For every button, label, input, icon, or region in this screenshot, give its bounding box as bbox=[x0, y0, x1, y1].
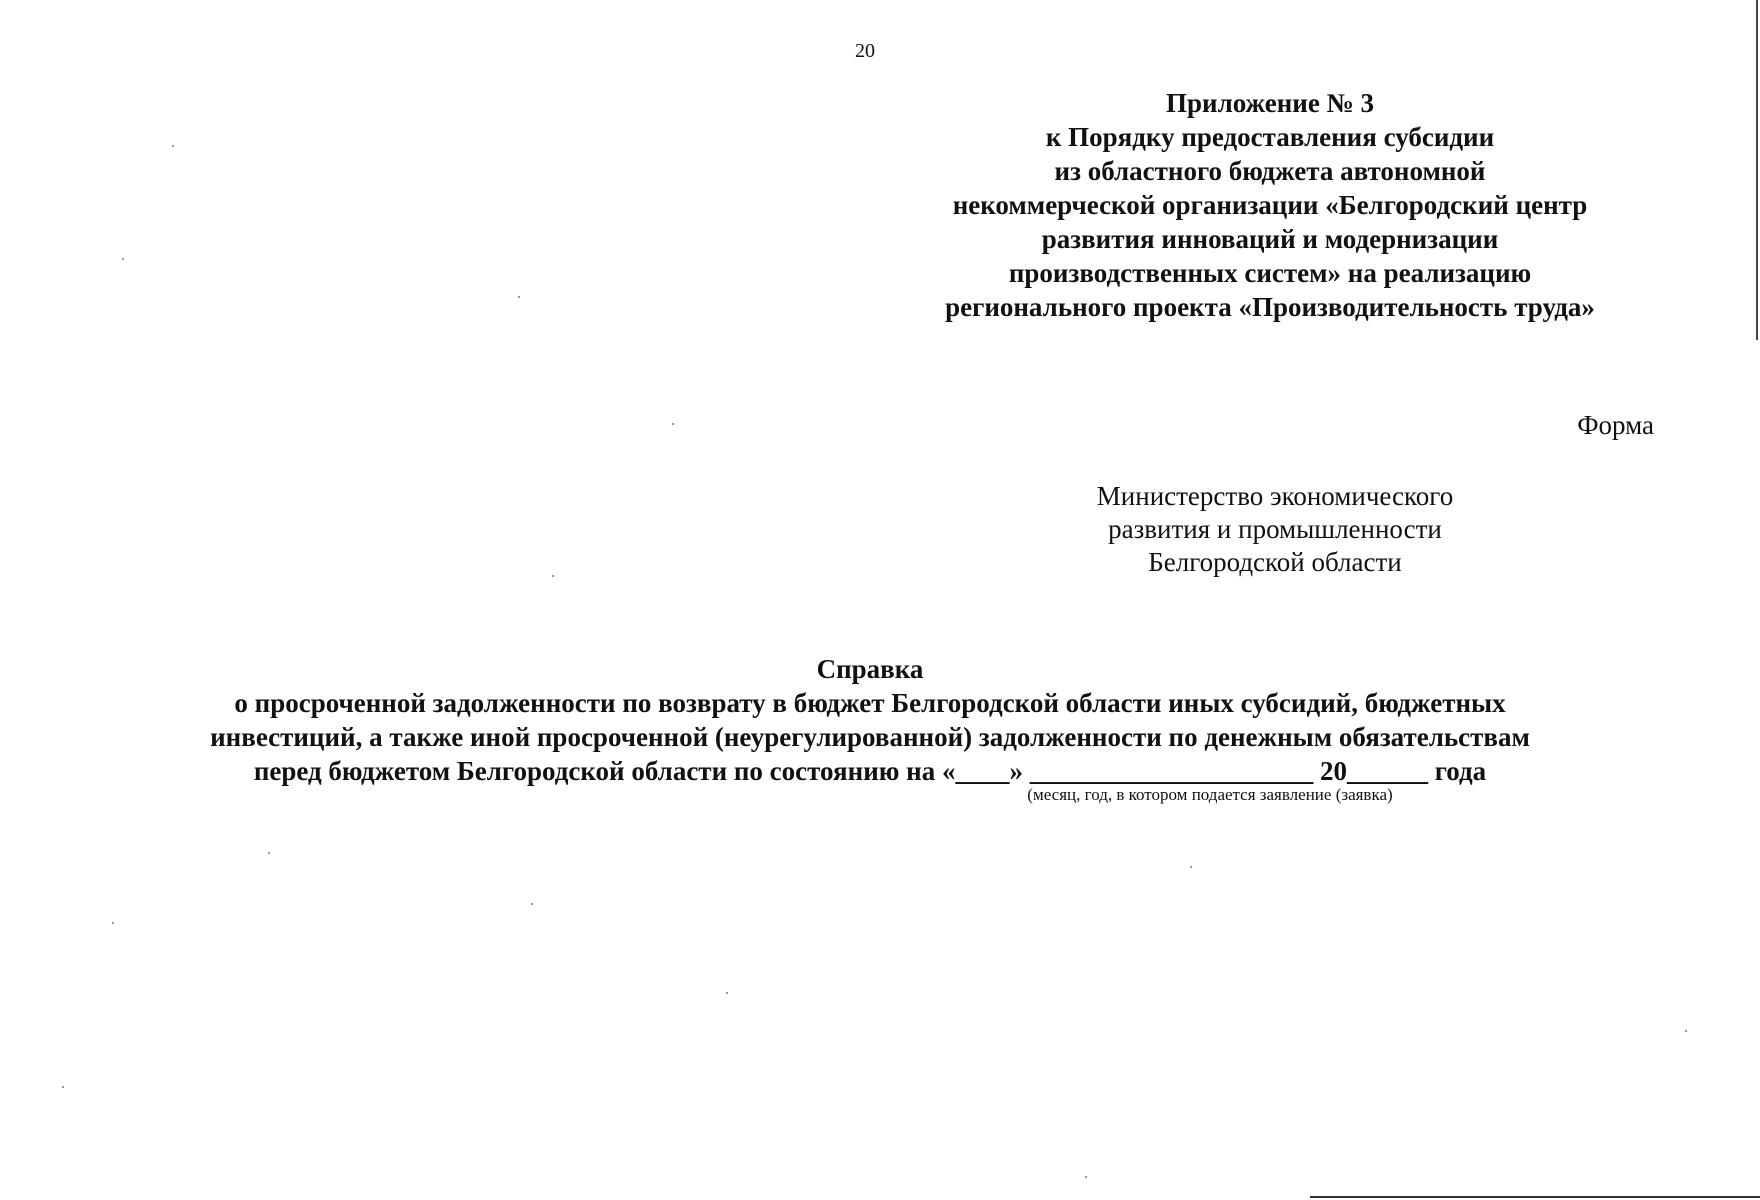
appendix-line: регионального проекта «Производительность труда» bbox=[945, 292, 1595, 322]
scan-dust bbox=[531, 903, 533, 905]
ministry-line: Министерство экономического bbox=[1096, 481, 1454, 511]
appendix-header bbox=[870, 86, 1670, 324]
ministry-line: развития и промышленности bbox=[1108, 514, 1442, 544]
appendix-line: из областного бюджета автономной bbox=[1054, 156, 1486, 186]
certificate-title: Справка bbox=[816, 654, 924, 684]
appendix-line: Приложение № 3 bbox=[1166, 88, 1374, 118]
scan-dust bbox=[1085, 1176, 1087, 1178]
scan-dust bbox=[518, 296, 520, 298]
certificate-line: о просроченной задолженности по возврату в бюджет Белгородской области иных субсидий, бюджетных bbox=[234, 688, 1506, 718]
certificate-line: перед бюджетом Белгородской области по состоянию на «____» _____________________ 20______ года bbox=[253, 756, 1487, 786]
scan-dust bbox=[552, 575, 554, 577]
page-number: 20 bbox=[855, 40, 875, 62]
form-label: Форма bbox=[1577, 410, 1654, 440]
scan-dust bbox=[726, 992, 728, 994]
appendix-line: к Порядку предоставления субсидии bbox=[1045, 122, 1495, 152]
scan-dust bbox=[1685, 1030, 1687, 1032]
appendix-line: развития инноваций и модернизации bbox=[1041, 224, 1499, 254]
appendix-line: производственных систем» на реализацию bbox=[1008, 258, 1532, 288]
ministry-addressee bbox=[1000, 480, 1550, 579]
scan-dust bbox=[122, 258, 124, 260]
scan-dust bbox=[172, 145, 174, 147]
scan-dust bbox=[62, 1086, 64, 1088]
certificate-subtitle bbox=[100, 686, 1640, 788]
appendix-line: некоммерческой организации «Белгородский центр bbox=[952, 190, 1588, 220]
scan-dust bbox=[672, 423, 674, 425]
certificate-line: инвестиций, а также иной просроченной (неурегулированной) задолженности по денежным обязательствам bbox=[210, 722, 1530, 752]
scan-dust bbox=[1190, 866, 1192, 868]
ministry-line: Белгородской области bbox=[1148, 547, 1402, 577]
scan-bottom-line bbox=[1310, 1196, 1760, 1198]
scan-dust bbox=[268, 852, 270, 854]
scan-edge-line bbox=[1756, 0, 1758, 340]
date-hint: (месяц, год, в котором подается заявление (заявка) bbox=[1027, 785, 1393, 804]
scan-dust bbox=[112, 922, 114, 924]
